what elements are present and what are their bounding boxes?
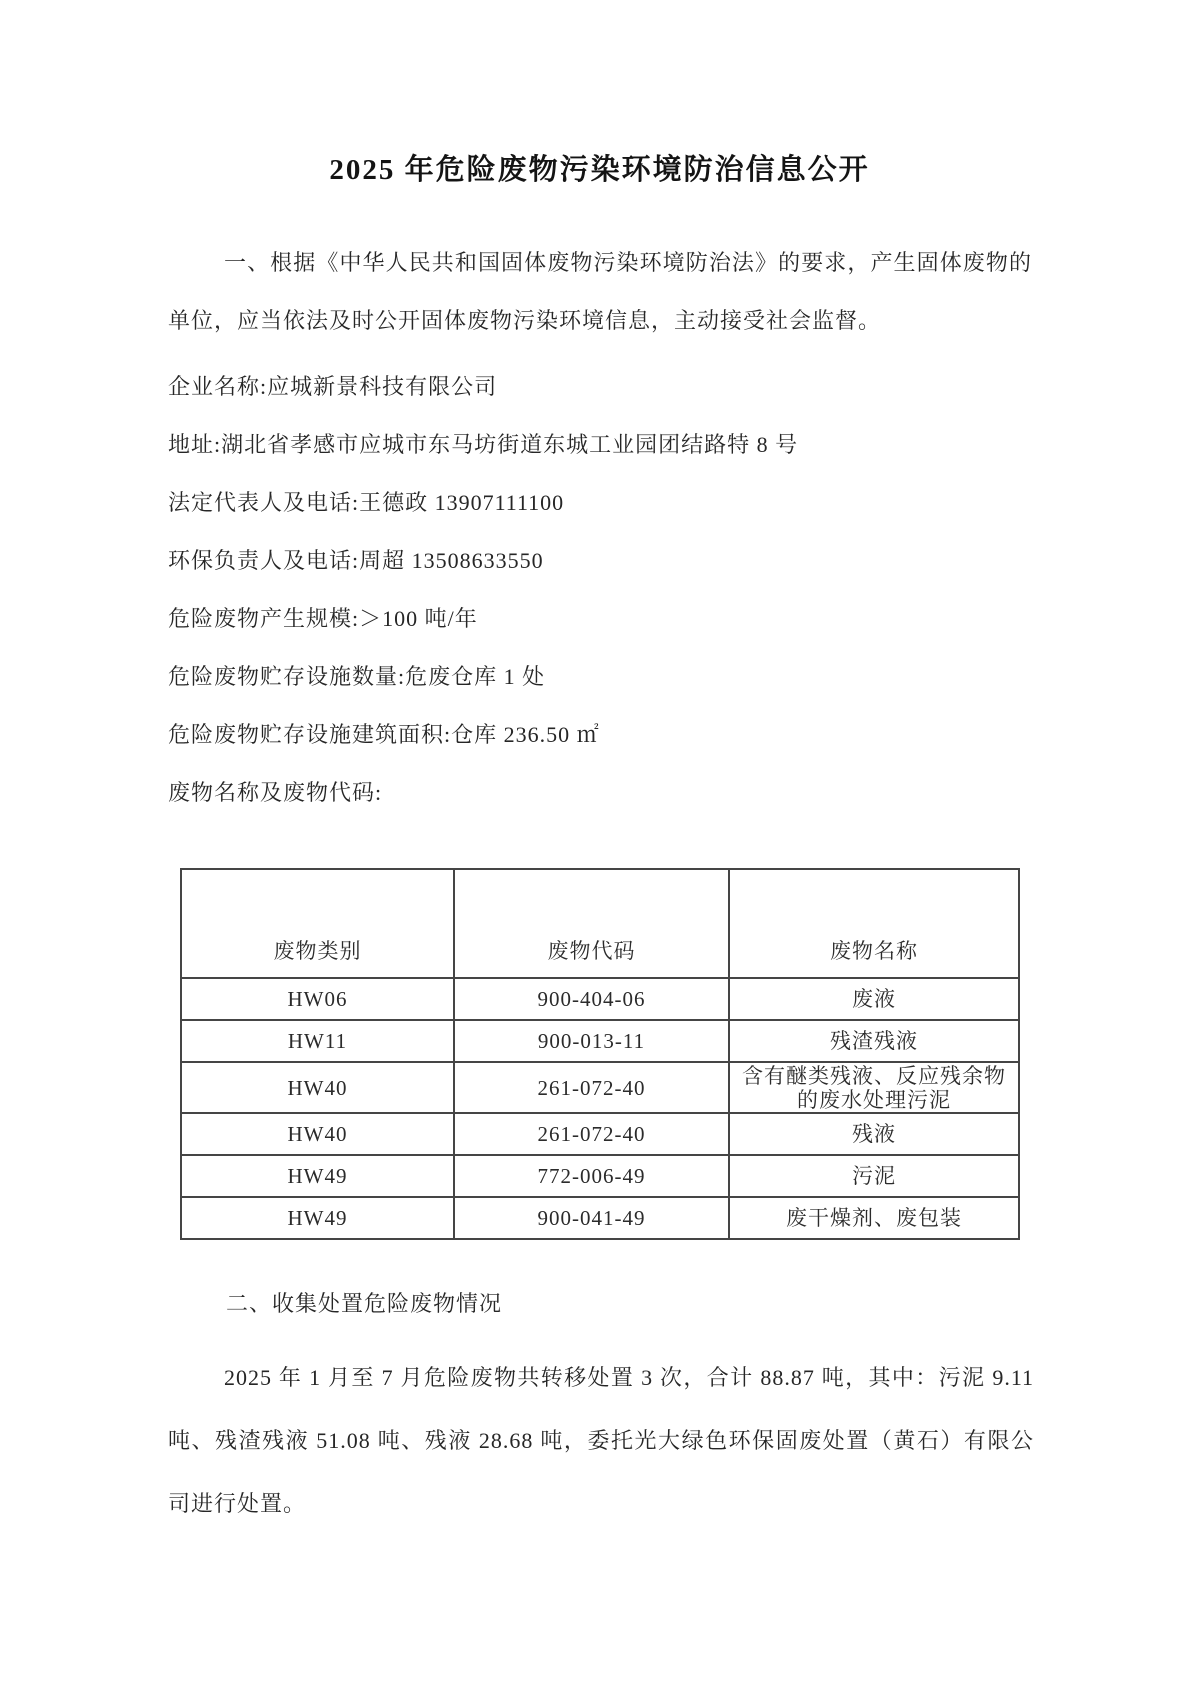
info-line: 危险废物贮存设施数量:危废仓库 1 处	[168, 664, 546, 689]
table-cell: 污泥	[729, 1155, 1019, 1197]
table-row	[181, 1020, 1019, 1062]
table-cell: 261-072-40	[454, 1113, 729, 1155]
table-cell: HW49	[181, 1155, 454, 1197]
intro-paragraph: 一、根据《中华人民共和国固体废物污染环境防治法》的要求，产生固体废物的单位，应当依法及时公开固体废物污染环境信息，主动接受社会监督。	[168, 250, 1032, 333]
table-cell: 900-041-49	[454, 1197, 729, 1239]
table-cell: HW40	[181, 1062, 454, 1113]
info-line: 法定代表人及电话:王德政 13907111100	[168, 490, 565, 515]
table-cell: 900-404-06	[454, 978, 729, 1020]
info-line: 环保负责人及电话:周超 13508633550	[168, 548, 544, 573]
table-cell: 残渣残液	[729, 1020, 1019, 1062]
table-row	[181, 1062, 1019, 1113]
table-cell: HW49	[181, 1197, 454, 1239]
table-row	[181, 1113, 1019, 1155]
table-cell: 残液	[729, 1113, 1019, 1155]
table-row	[181, 978, 1019, 1020]
table-cell: 772-006-49	[454, 1155, 729, 1197]
table-row	[181, 1197, 1019, 1239]
table-cell: 含有醚类残液、反应残余物的废水处理污泥	[729, 1062, 1019, 1113]
table-cell: 废液	[729, 978, 1019, 1020]
section2-paragraph: 2025 年 1 月至 7 月危险废物共转移处置 3 次，合计 88.87 吨，其中：污泥 9.11 吨、残渣残液 51.08 吨、残液 28.68 吨，委托光大绿色环保固废处置（黄石）有限公司进行处置。	[168, 1365, 1034, 1516]
column-header-waste-name: 废物名称	[729, 869, 1019, 978]
table-cell: 废干燥剂、废包装	[729, 1197, 1019, 1239]
section2-heading: 二、收集处置危险废物情况	[226, 1291, 503, 1316]
waste-table-header	[181, 869, 1019, 978]
info-line: 企业名称:应城新景科技有限公司	[168, 374, 498, 399]
table-cell: HW11	[181, 1020, 454, 1062]
company-info-list	[168, 358, 1032, 822]
waste-code-table	[180, 868, 1020, 1240]
table-cell: HW40	[181, 1113, 454, 1155]
column-header-waste-code: 废物代码	[454, 869, 729, 978]
info-line: 危险废物贮存设施建筑面积:仓库 236.50 ㎡	[168, 722, 600, 747]
info-line: 地址:湖北省孝感市应城市东马坊街道东城工业园团结路特 8 号	[168, 432, 799, 457]
info-line: 废物名称及废物代码:	[168, 780, 383, 805]
column-header-waste-category: 废物类别	[181, 869, 454, 978]
page-title: 2025 年危险废物污染环境防治信息公开	[329, 154, 870, 186]
waste-table-body	[181, 978, 1019, 1239]
table-cell: 261-072-40	[454, 1062, 729, 1113]
table-cell: HW06	[181, 978, 454, 1020]
table-row	[181, 1155, 1019, 1197]
table-cell: 900-013-11	[454, 1020, 729, 1062]
info-line: 危险废物产生规模:＞100 吨/年	[168, 606, 478, 631]
